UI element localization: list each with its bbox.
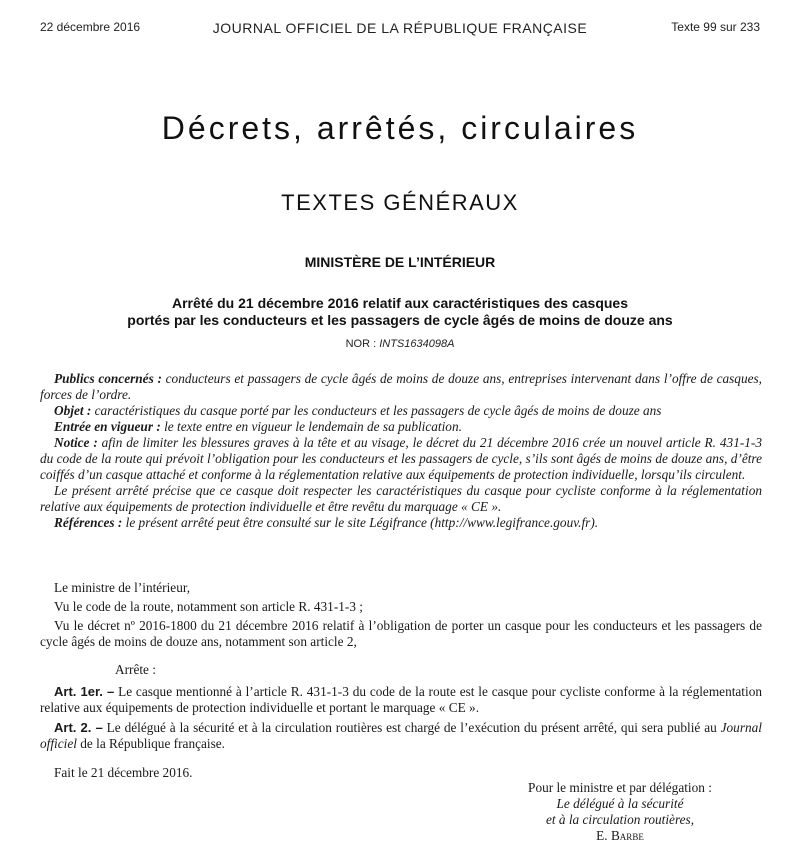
header-date: 22 décembre 2016 xyxy=(40,20,141,34)
article-1-text: Le casque mentionné à l’article R. 431-1-3 du code de la route est le casque pour cycliste conforme à la réglementation relative aux équipements de protection individuelle et portant le marquage « CE ». xyxy=(40,684,762,715)
nor-code: INTS1634098A xyxy=(379,338,455,350)
vu-decret: Vu le décret nº 2016-1800 du 21 décembre 2016 relatif à l’obligation de porter un casque pour les conducteurs et les passagers de cycle âgés de moins de douze ans, notamment son article 2, xyxy=(40,618,762,649)
signature-date: Fait le 21 décembre 2016. xyxy=(54,765,193,780)
references-text: le présent arrêté peut être consulté sur le site Légifrance (http://www.legifrance.gouv.fr). xyxy=(122,515,599,530)
publics-text: conducteurs et passagers de cycle âgés de moins de douze ans, entreprises intervenant dans l’offre de casques, forces de l’ordre. xyxy=(40,371,762,402)
objet-label: Objet : xyxy=(54,403,92,418)
article-2-text-b: de la République française. xyxy=(76,736,225,751)
entree-paragraph xyxy=(40,419,762,435)
arrete-title-line2: portés par les conducteurs et les passagers de cycle âgés de moins de douze ans xyxy=(127,312,673,328)
journal-header-title: JOURNAL OFFICIEL DE LA RÉPUBLIQUE FRANÇAISE xyxy=(212,20,588,36)
notice-text: afin de limiter les blessures graves à la tête et au visage, le décret du 21 décembre 2016 crée un nouvel article R. 431-1-3 du code de la route qui prévoit l’obligation pour les conducteurs et les passagers de cycle, s’ils sont âgés de moins de douze ans, d’être coiffés d’un casque attaché et conforme à la réglementation relative aux équipements de protection individuelle, lorsqu’ils circulent. xyxy=(40,435,762,482)
objet-text: caractéristiques du casque porté par les conducteurs et les passagers de cycle âgés de moins de douze ans xyxy=(91,403,662,418)
nor-label: NOR : xyxy=(345,338,380,350)
entree-text: le texte entre en vigueur le lendemain de sa publication. xyxy=(160,419,462,434)
signature-block xyxy=(470,780,770,844)
journal-officiel-ref: Journal officiel xyxy=(40,720,762,751)
articles-block xyxy=(40,684,762,756)
minister-line: Le ministre de l’intérieur, xyxy=(54,580,191,595)
references-label: Références : xyxy=(54,515,123,530)
nor-reference xyxy=(0,338,800,350)
arrete-title-line1: Arrêté du 21 décembre 2016 relatif aux caractéristiques des casques xyxy=(171,295,628,311)
objet-paragraph xyxy=(40,403,762,419)
preamble-block xyxy=(40,580,762,653)
signature-line3: et à la circulation routières, xyxy=(545,812,695,827)
signature-line2: Le délégué à la sécurité xyxy=(556,796,684,811)
precise-paragraph: Le présent arrêté précise que ce casque doit respecter les caractéristiques du casque pour cycliste conforme à la réglementation relative aux équipements de protection individuelle et être revêtu du marquage « CE ». xyxy=(40,483,762,514)
page-title: Décrets, arrêtés, circulaires xyxy=(161,110,639,146)
article-2-text-a: Le délégué à la sécurité et à la circulation routières est chargé de l’exécution du présent arrêté, qui sera publié au xyxy=(102,720,721,735)
notice-label: Notice : xyxy=(54,435,98,450)
publics-paragraph xyxy=(40,371,762,403)
header-text-number: Texte 99 sur 233 xyxy=(671,20,760,34)
vu-code-route: Vu le code de la route, notamment son article R. 431-1-3 ; xyxy=(54,599,364,614)
article-1-label: Art. 1er. – xyxy=(54,684,115,699)
article-2 xyxy=(40,720,762,752)
notice-block xyxy=(40,371,762,531)
signature-line1: Pour le ministre et par délégation : xyxy=(528,780,712,795)
references-paragraph xyxy=(40,515,762,531)
arrete-word: Arrête : xyxy=(115,662,156,677)
publics-label: Publics concernés : xyxy=(54,371,162,386)
signatory-name: E. Barbe xyxy=(596,828,644,843)
article-1 xyxy=(40,684,762,716)
notice-paragraph xyxy=(40,435,762,483)
entree-label: Entrée en vigueur : xyxy=(54,419,161,434)
arrete-title xyxy=(0,295,800,329)
section-subtitle: TEXTES GÉNÉRAUX xyxy=(281,190,519,215)
ministry-heading: MINISTÈRE DE L’INTÉRIEUR xyxy=(304,254,496,270)
article-2-label: Art. 2. – xyxy=(54,720,103,735)
